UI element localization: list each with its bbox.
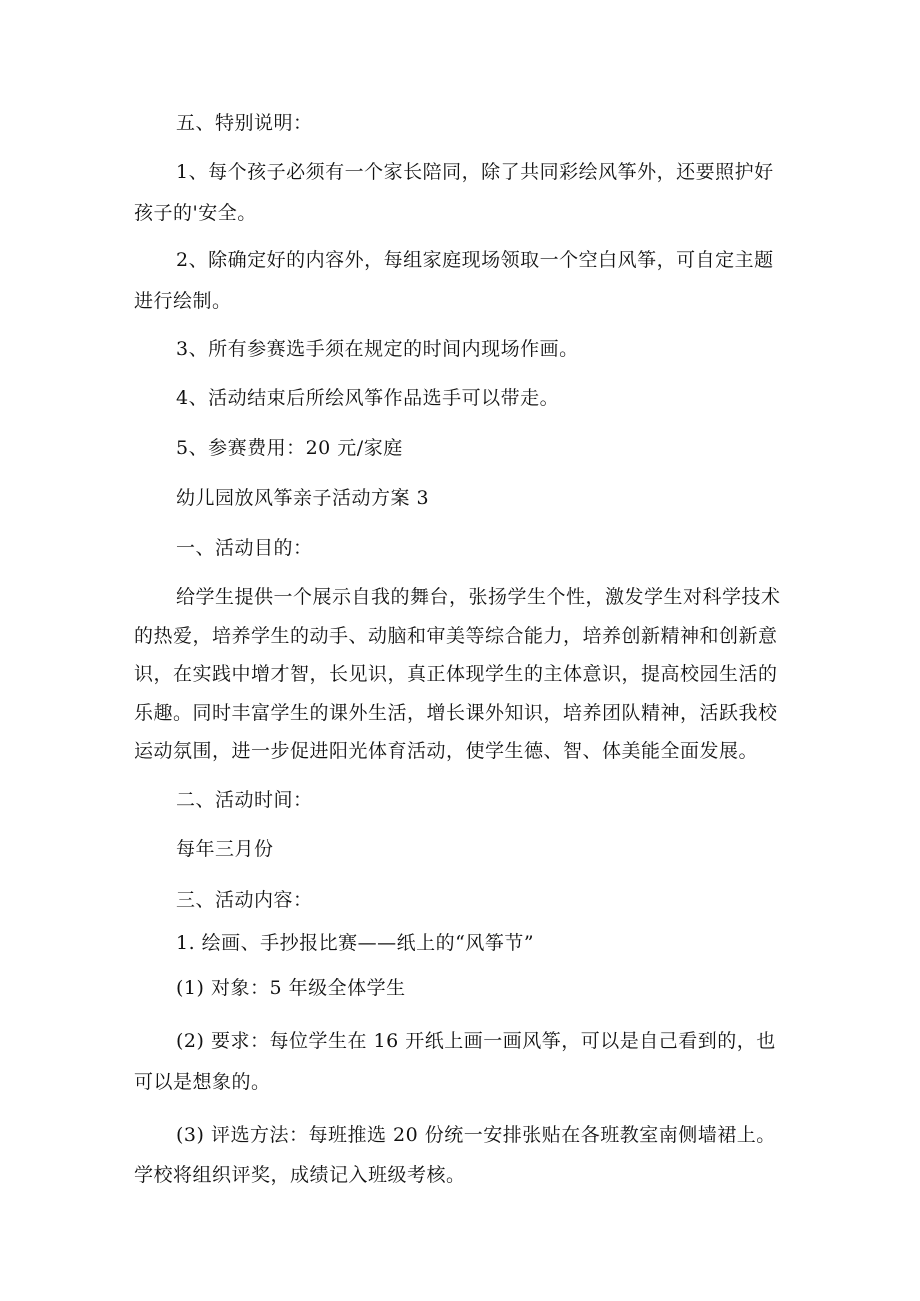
note-1-line-2: 孩子的'安全。 [134, 202, 257, 224]
sub-item-1: (1) 对象：5 年级全体学生 [176, 977, 406, 999]
content-item-1: 1. 绘画、手抄报比赛——纸上的“风筝节” [176, 932, 535, 954]
purpose-line-5: 运动氛围，进一步促进阳光体育活动，使学生德、智、体美能全面发展。 [134, 740, 759, 762]
purpose-line-2: 的热爱，培养学生的动手、动脑和审美等综合能力，培养创新精神和创新意 [134, 625, 778, 647]
activity-time: 每年三月份 [176, 838, 274, 860]
section-one-heading: 一、活动目的： [176, 537, 313, 559]
purpose-line-3: 识，在实践中增才智，长见识，真正体现学生的主体意识，提高校园生活的 [134, 663, 778, 685]
purpose-line-4: 乐趣。同时丰富学生的课外生活，增长课外知识，培养团队精神，活跃我校 [134, 702, 778, 724]
sub-item-3-line-2: 学校将组织评奖，成绩记入班级考核。 [134, 1164, 466, 1186]
sub-item-2-line-1: (2) 要求：每位学生在 16 开纸上画一画风筝，可以是自己看到的，也 [176, 1030, 776, 1052]
section-two-heading: 二、活动时间： [176, 789, 313, 811]
sub-item-3-line-1: (3) 评选方法：每班推选 20 份统一安排张贴在各班教室南侧墙裙上。 [176, 1124, 776, 1146]
note-4: 4、活动结束后所绘风筝作品选手可以带走。 [176, 387, 560, 409]
sub-item-2-line-2: 可以是想象的。 [134, 1071, 271, 1093]
plan-3-title: 幼儿园放风筝亲子活动方案 3 [176, 487, 430, 509]
section-three-heading: 三、活动内容： [176, 889, 313, 911]
section-five-heading: 五、特别说明： [176, 112, 313, 134]
purpose-line-1: 给学生提供一个展示自我的舞台，张扬学生个性，激发学生对科学技术 [176, 586, 781, 608]
note-2-line-2: 进行绘制。 [134, 290, 232, 312]
note-3: 3、所有参赛选手须在规定的时间内现场作画。 [176, 338, 579, 360]
note-1-line-1: 1、每个孩子必须有一个家长陪同，除了共同彩绘风筝外，还要照护好 [176, 161, 774, 183]
note-2-line-1: 2、除确定好的内容外，每组家庭现场领取一个空白风筝，可自定主题 [176, 249, 774, 271]
note-5: 5、参赛费用：20 元/家庭 [176, 437, 403, 459]
